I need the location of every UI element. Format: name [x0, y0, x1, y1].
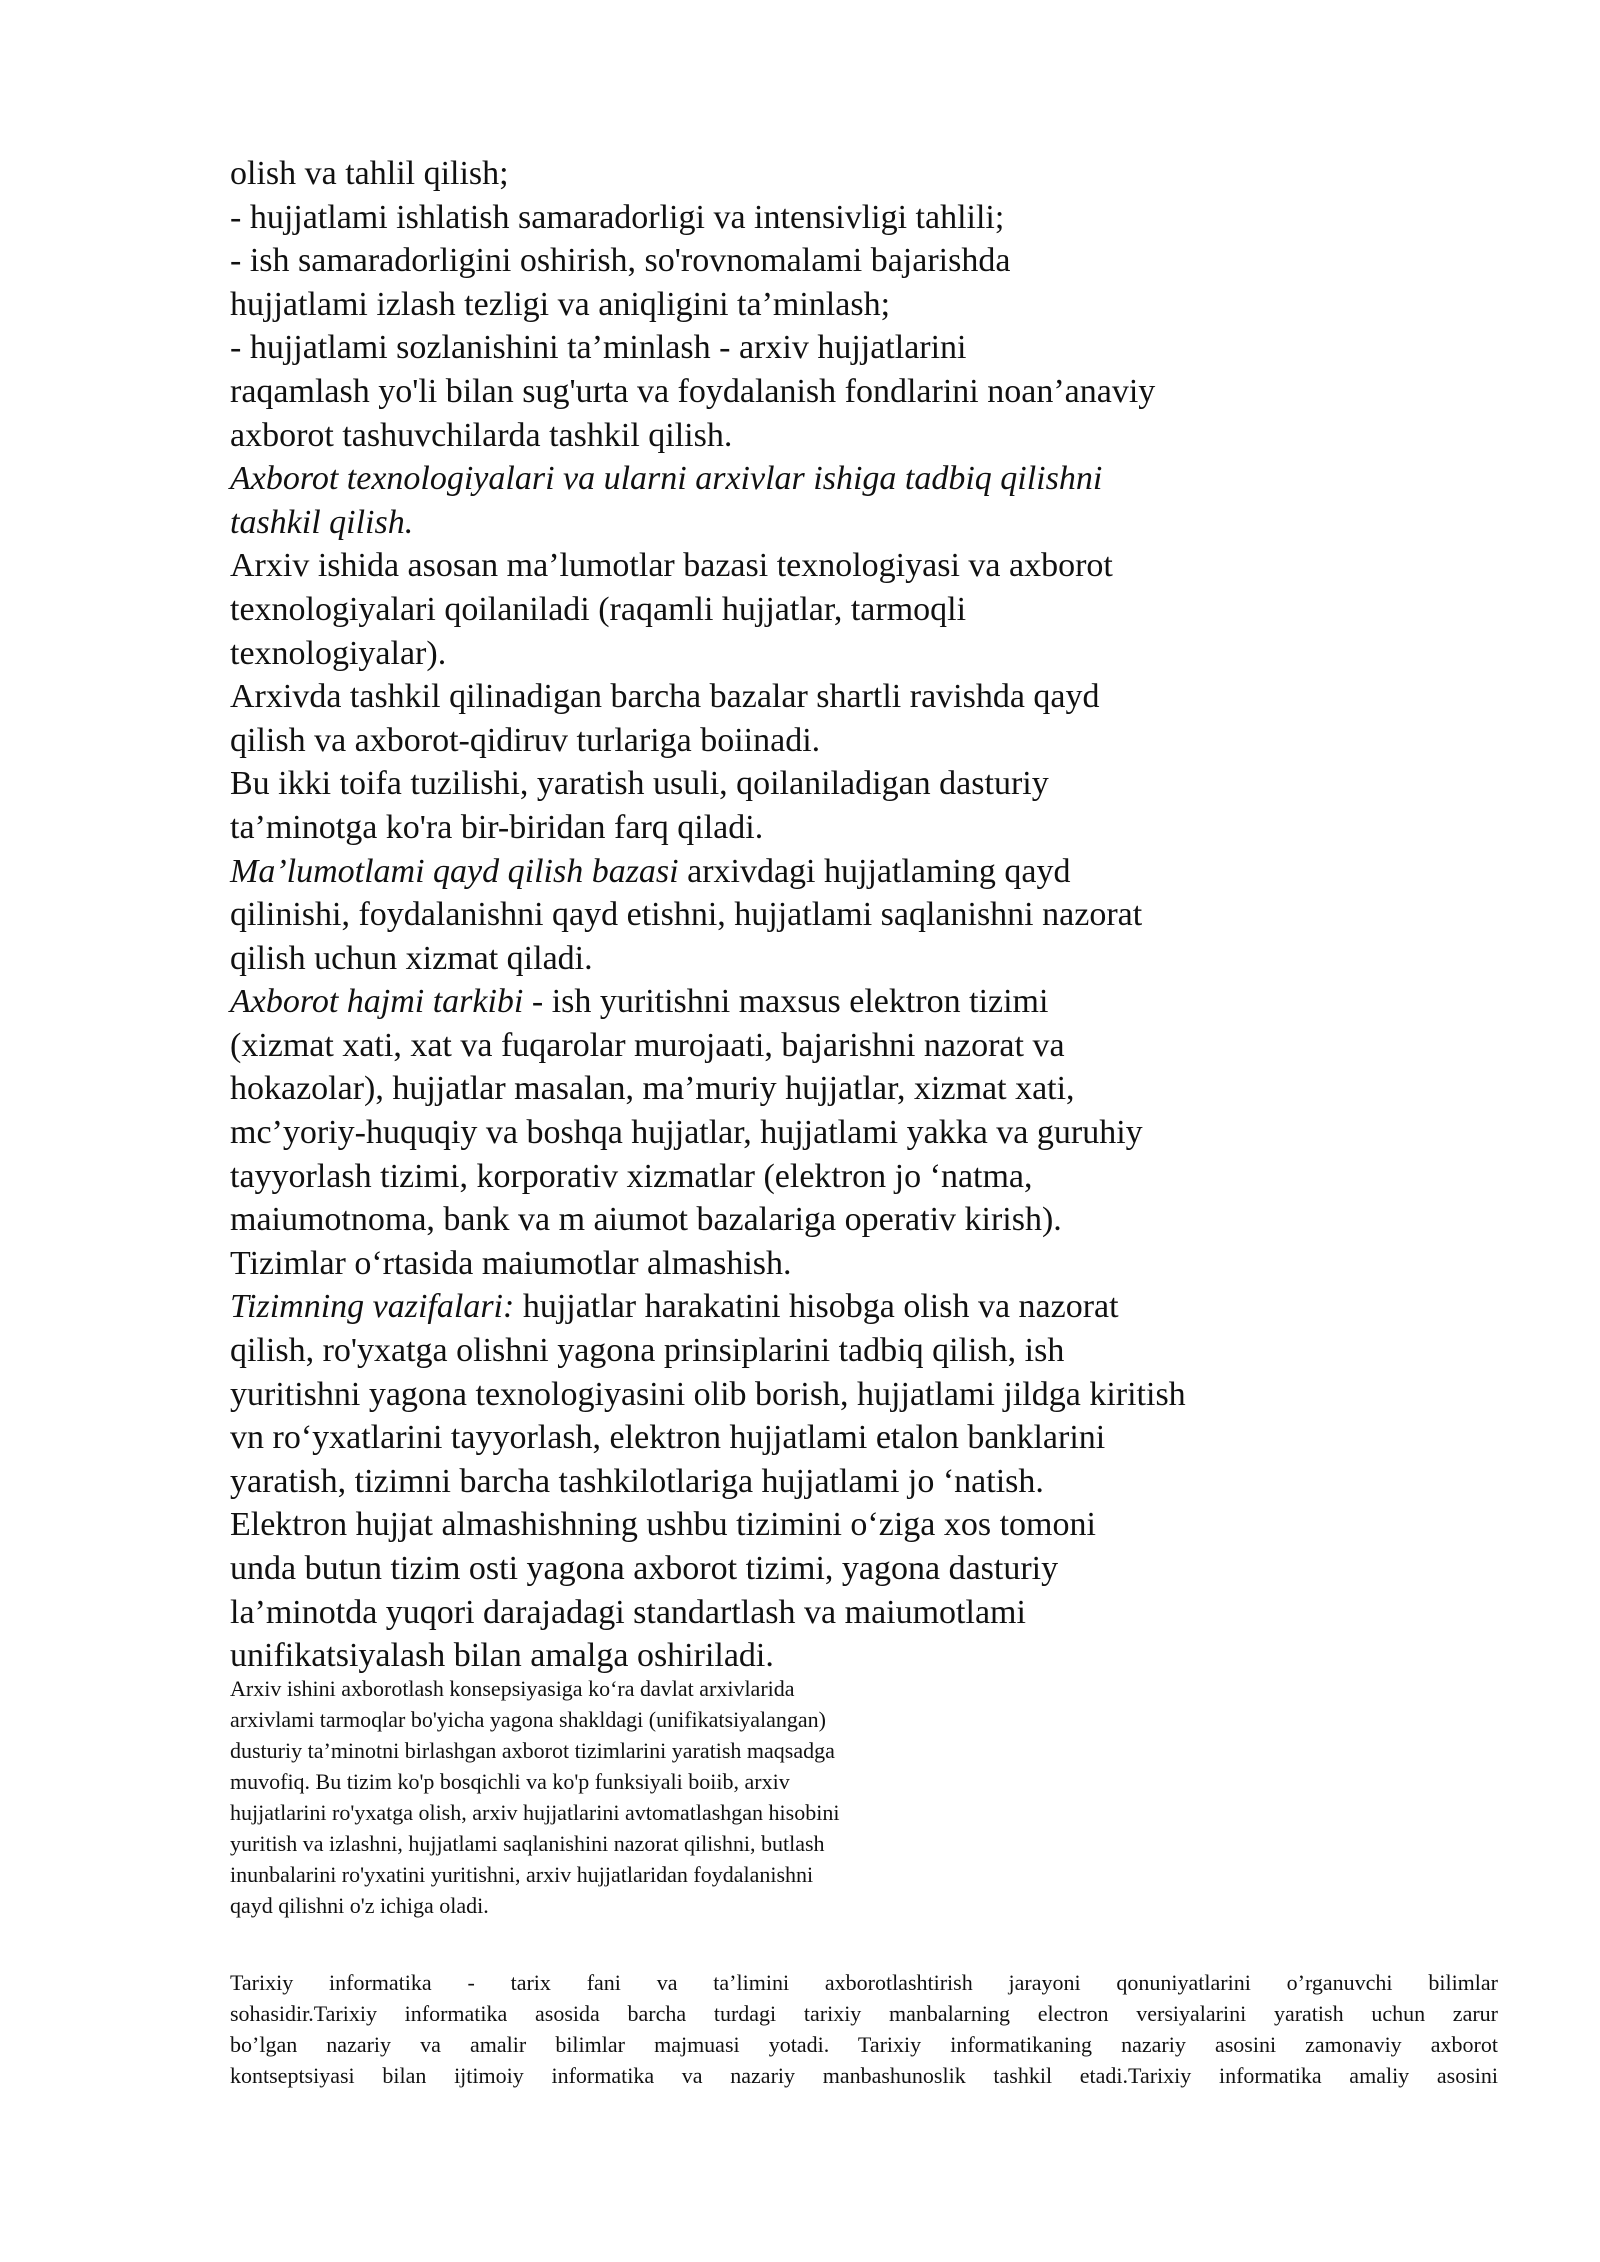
- small-text-line: hujjatlarini ro'yxatga olish, arxiv hujjatlarini avtomatlashgan hisobini: [230, 1800, 840, 1825]
- regular-text: arxivdagi hujjatlaming qayd: [678, 852, 1071, 890]
- text-line: [230, 762, 1380, 806]
- small-text-line: muvofiq. Bu tizim ko'p bosqichli va ko'p funksiyali boiib, arxiv: [230, 1769, 790, 1794]
- justified-text-line: bo’lgan nazariy va amalir bilimlar majmuasi yotadi. Tarixiy informatikaning nazariy asosini zamonaviy axborot: [230, 2032, 1498, 2057]
- justified-text-line: kontseptsiyasi bilan ijtimoiy informatika va nazariy manbashunoslik tashkil etadi.Tarixiy informatika amaliy asosini: [230, 2063, 1498, 2088]
- regular-text: texnologiyalari qoilaniladi (raqamli hujjatlar, tarmoqli: [230, 590, 967, 628]
- regular-text: maiumotnoma, bank va m aiumot bazalariga operativ kirish).: [230, 1201, 1062, 1239]
- italic-text: Axborot texnologiyalari va ularni arxivlar ishiga tadbiq qilishni: [230, 460, 1103, 498]
- text-line: [230, 283, 1380, 327]
- regular-text: unifikatsiyalash bilan amalga oshiriladi.: [230, 1637, 774, 1675]
- regular-text: unda butun tizim osti yagona axborot tizimi, yagona dasturiy: [230, 1550, 1059, 1587]
- text-line: [230, 850, 1380, 894]
- text-line: [230, 1111, 1380, 1155]
- regular-text: la’minotda yuqori darajadagi standartlash va maiumotlami: [230, 1593, 1026, 1631]
- text-line: [230, 675, 1380, 719]
- regular-text: hujjatlar harakatini hisobga olish va nazorat: [514, 1288, 1119, 1326]
- italic-text: Tizimning vazifalari:: [230, 1288, 515, 1326]
- regular-text: qilish va axborot-qidiruv turlariga boiinadi.: [230, 721, 821, 759]
- regular-text: vn ro‘yxatlarini tayyorlash, elektron hujjatlami etalon banklarini: [230, 1419, 1106, 1457]
- text-line: [230, 1067, 1380, 1111]
- regular-text: tayyorlash tizimi, korporativ xizmatlar (elektron jo ‘natma,: [230, 1157, 1033, 1195]
- regular-text: (xizmat xati, xat va fuqarolar murojaati, bajarishni nazorat va: [230, 1026, 1065, 1064]
- regular-text: - ish yuritishni maxsus elektron tizimi: [523, 983, 1049, 1021]
- regular-text: ta’minotga ko'ra bir-biridan farq qiladi.: [230, 808, 764, 846]
- text-line: [230, 806, 1380, 850]
- text-line: [230, 1416, 1380, 1460]
- main-text-block: [230, 152, 1380, 1678]
- small-text-line: arxivlami tarmoqlar bo'yicha yagona shakldagi (unifikatsiyalangan): [230, 1707, 826, 1732]
- regular-text: qilish uchun xizmat qiladi.: [230, 939, 593, 977]
- small-text-line: qayd qilishni o'z ichiga oladi.: [230, 1893, 489, 1918]
- regular-text: Elektron hujjat almashishning ushbu tizimini o‘ziga xos tomoni: [230, 1506, 1096, 1544]
- text-line: [230, 937, 1380, 981]
- regular-text: - hujjatlami ishlatish samaradorligi va intensivligi tahlili;: [230, 198, 1005, 236]
- regular-text: yuritishni yagona texnologiyasini olib borish, hujjatlami jildga kiritish: [230, 1375, 1186, 1413]
- regular-text: Arxiv ishida asosan ma’lumotlar bazasi texnologiyasi va axborot: [230, 547, 1113, 585]
- text-line: [230, 1329, 1380, 1373]
- text-line: [230, 1285, 1380, 1329]
- regular-text: raqamlash yo'li bilan sug'urta va foydalanish fondlarini noan’anaviy: [230, 372, 1156, 410]
- italic-text: Axborot hajmi tarkibi: [230, 983, 524, 1021]
- text-line: [230, 1373, 1380, 1417]
- regular-text: olish va tahlil qilish;: [230, 155, 509, 192]
- regular-text: qilinishi, foydalanishni qayd etishni, hujjatlami saqlanishni nazorat: [230, 896, 1143, 934]
- regular-text: Arxivda tashkil qilinadigan barcha bazalar shartli ravishda qayd: [230, 678, 1100, 716]
- text-line: [230, 1198, 1380, 1242]
- text-line: [230, 196, 1380, 240]
- text-line: [230, 893, 1380, 937]
- text-line: [230, 1634, 1380, 1678]
- italic-text: Ma’lumotlami qayd qilish bazasi: [230, 852, 679, 890]
- small-paragraph: [230, 1673, 1030, 1921]
- text-line: [230, 457, 1380, 501]
- small-text-line: Arxiv ishini axborotlash konsepsiyasiga ko‘ra davlat arxivlarida: [230, 1676, 795, 1701]
- text-line: [230, 1547, 1380, 1591]
- regular-text: texnologiyalar).: [230, 634, 447, 672]
- regular-text: Tizimlar o‘rtasida maiumotlar almashish.: [230, 1244, 792, 1282]
- text-line: [230, 1024, 1380, 1068]
- regular-text: qilish, ro'yxatga olishni yagona prinsiplarini tadbiq qilish, ish: [230, 1332, 1065, 1370]
- text-line: [230, 239, 1380, 283]
- regular-text: yaratish, tizimni barcha tashkilotlariga hujjatlami jo ‘natish.: [230, 1462, 1044, 1500]
- text-line: [230, 501, 1380, 545]
- justified-paragraph: [230, 1967, 1498, 2091]
- text-line: [230, 1155, 1380, 1199]
- justified-text-line: sohasidir.Tarixiy informatika asosida barcha turdagi tarixiy manbalarning electron versiyalarini yaratish uchun zarur: [230, 2001, 1498, 2026]
- small-text-line: inunbalarini ro'yxatini yuritishni, arxiv hujjatlaridan foydalanishni: [230, 1862, 814, 1887]
- text-line: [230, 1591, 1380, 1635]
- italic-text: tashkil qilish.: [230, 503, 414, 541]
- text-line: [230, 326, 1380, 370]
- small-text-line: yuritish va izlashni, hujjatlami saqlanishini nazorat qilishni, butlash: [230, 1831, 825, 1856]
- text-line: [230, 414, 1380, 458]
- text-line: [230, 1242, 1380, 1286]
- regular-text: hokazolar), hujjatlar masalan, ma’muriy hujjatlar, xizmat xati,: [230, 1070, 1075, 1108]
- small-text-line: dusturiy ta’minotni birlashgan axborot tizimlarini yaratish maqsadga: [230, 1738, 835, 1763]
- text-line: [230, 632, 1380, 676]
- regular-text: - hujjatlami sozlanishini ta’minlash - arxiv hujjatlarini: [230, 329, 967, 367]
- text-line: [230, 544, 1380, 588]
- text-line: [230, 370, 1380, 414]
- text-line: [230, 152, 1380, 196]
- regular-text: Bu ikki toifa tuzilishi, yaratish usuli, qoilaniladigan dasturiy: [230, 765, 1049, 803]
- regular-text: hujjatlami izlash tezligi va aniqligini ta’minlash;: [230, 285, 891, 323]
- text-line: [230, 1460, 1380, 1504]
- text-line: [230, 980, 1380, 1024]
- text-line: [230, 588, 1380, 632]
- regular-text: mc’yoriy-huquqiy va boshqa hujjatlar, hujjatlami yakka va guruhiy: [230, 1114, 1143, 1152]
- text-line: [230, 1503, 1380, 1547]
- text-line: [230, 719, 1380, 763]
- justified-text-line: Tarixiy informatika - tarix fani va ta’limini axborotlashtirish jarayoni qonuniyatlarini o’rganuvchi bilimlar: [230, 1970, 1498, 1995]
- regular-text: - ish samaradorligini oshirish, so'rovnomalami bajarishda: [230, 242, 1011, 280]
- regular-text: axborot tashuvchilarda tashkil qilish.: [230, 416, 733, 454]
